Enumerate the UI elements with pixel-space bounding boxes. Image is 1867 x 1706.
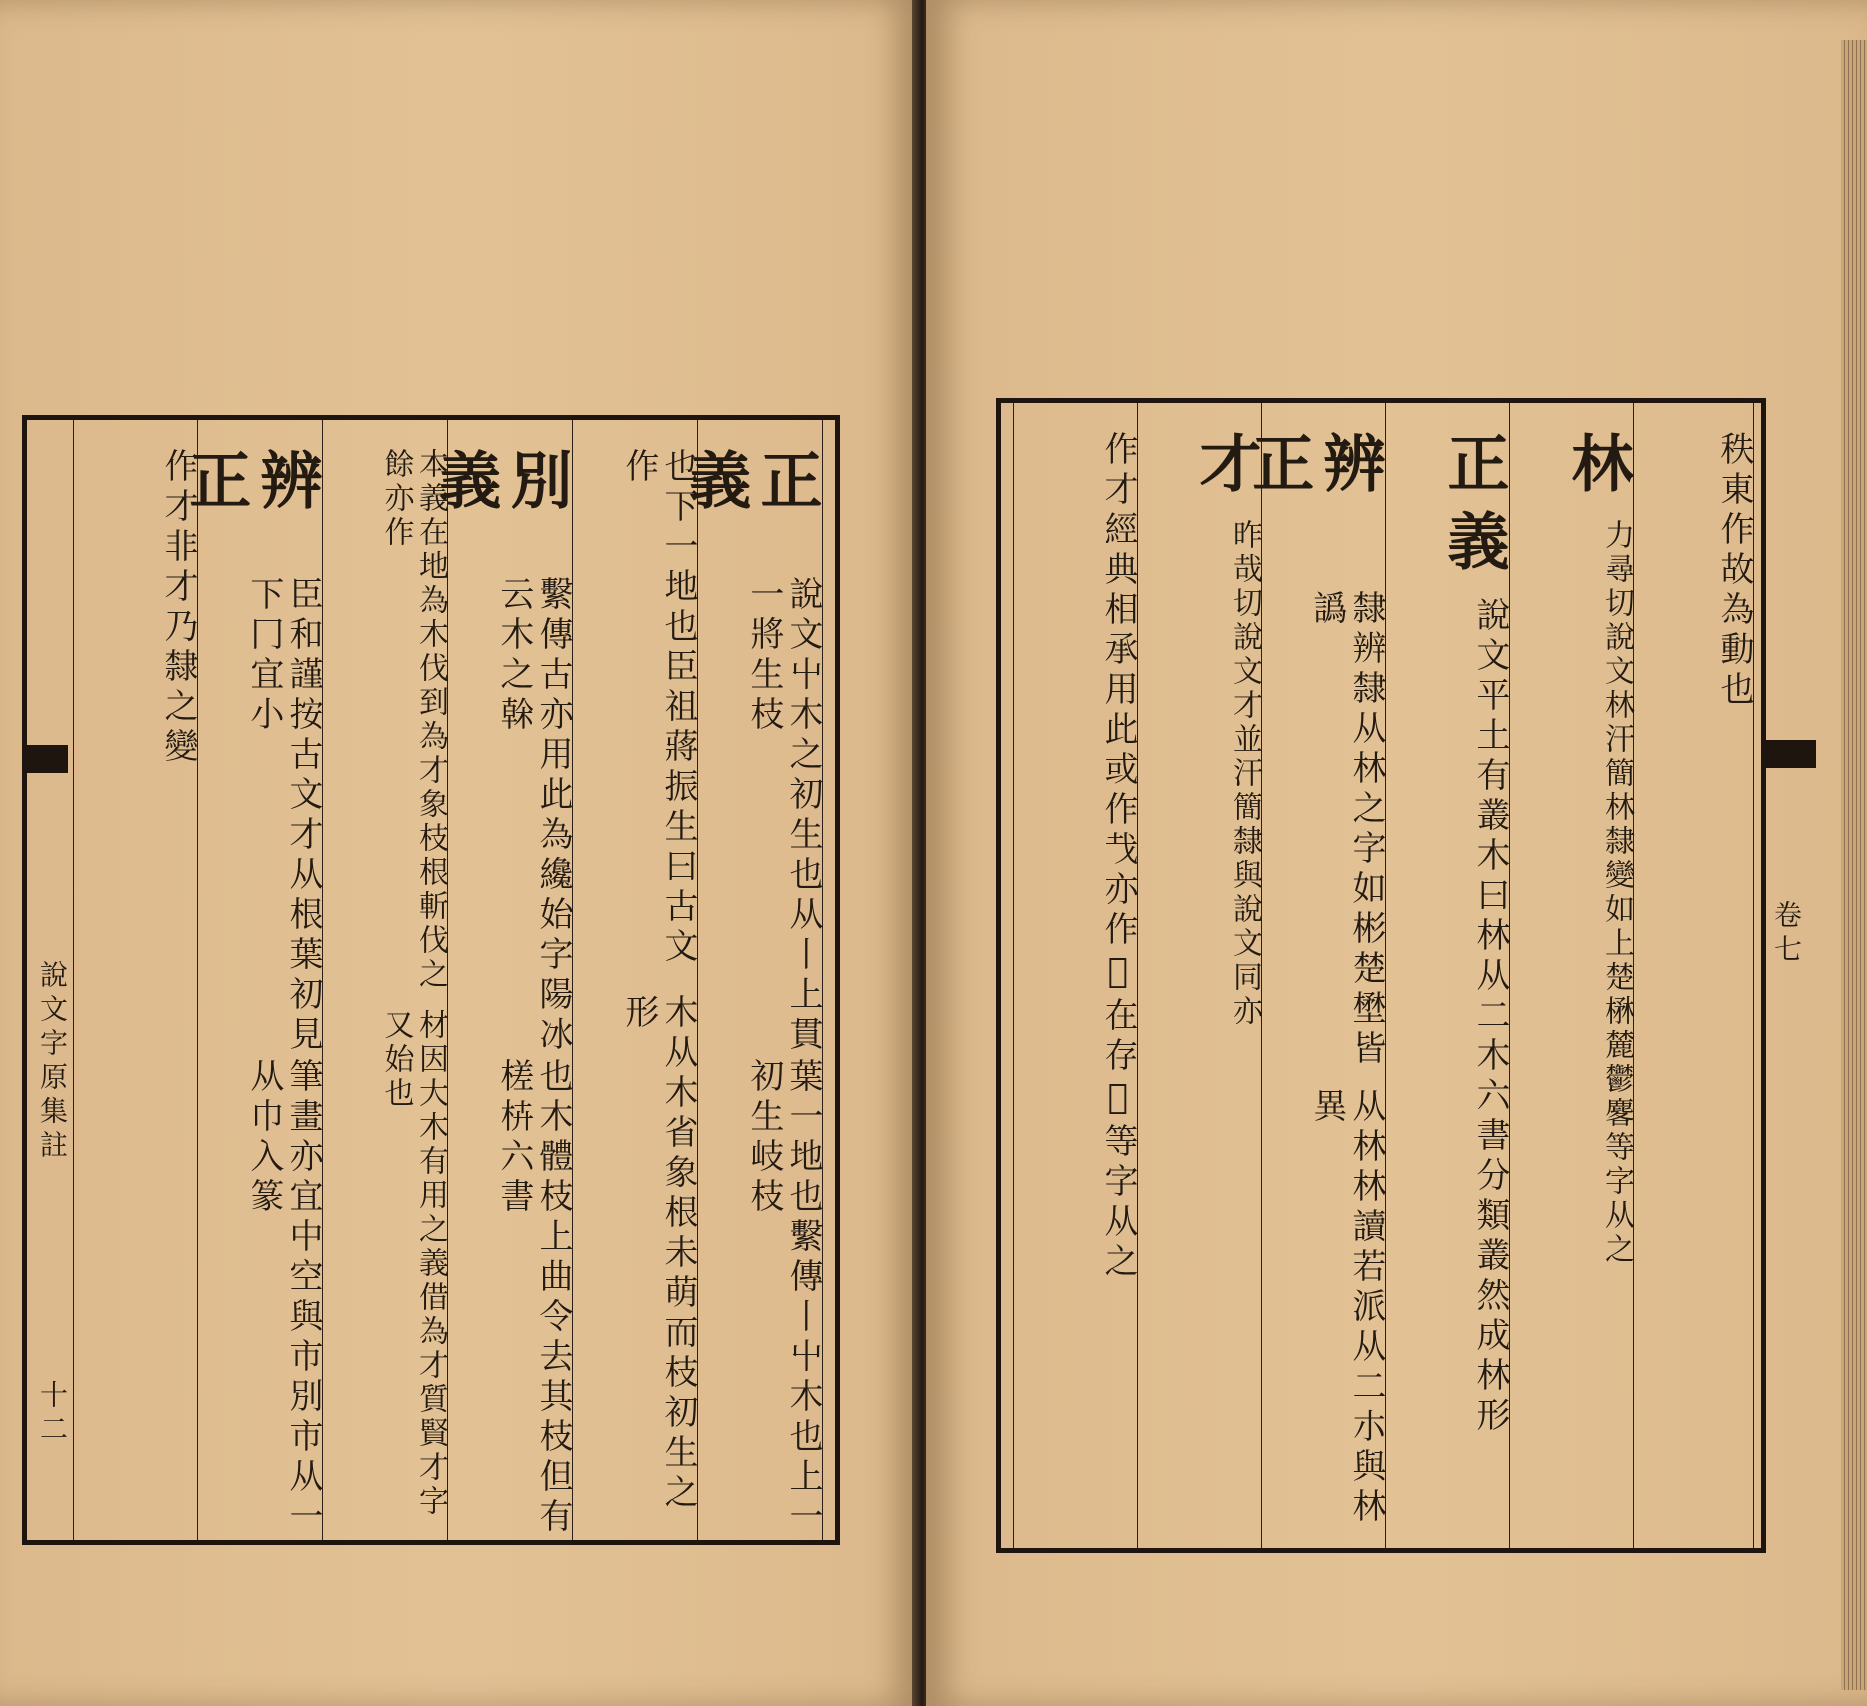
section-heading: 正義 <box>678 448 823 526</box>
column-line: 並汗簡 <box>1227 723 1262 825</box>
section-heading: 別義 <box>428 448 573 526</box>
fold-mark <box>1766 740 1816 768</box>
column-line: 說文才 <box>1227 621 1262 723</box>
column-line: 从林林讀若派从二朩與林異 <box>1306 1088 1386 1529</box>
text-column <box>1145 403 1261 1548</box>
column-line: 力尋切 <box>1599 519 1634 621</box>
page-number: 十二 <box>36 1380 69 1448</box>
column-line: 亦作𠂦在存𢦔等字从之 <box>1098 871 1138 1283</box>
column-line: 木六書分類叢然成林形 <box>1470 1037 1510 1437</box>
text-frame <box>22 415 840 1545</box>
column-line: 說文屮木之初生也从丨上貫一將生枝 <box>743 575 823 1056</box>
entry-character: 林 <box>1561 431 1634 509</box>
text-column <box>330 420 447 1540</box>
volume-label: 卷七 <box>1770 900 1803 968</box>
left-page <box>0 0 918 1706</box>
text-column <box>580 420 697 1540</box>
column-line: 乃隸之變 <box>158 608 198 768</box>
right-page <box>926 0 1867 1706</box>
column-line: 隸變如上楚楙 <box>1599 825 1634 1029</box>
section-heading: 辨正 <box>178 448 323 526</box>
column-line: 本義在地為木伐到為才象枝根斬伐之餘亦作 <box>378 448 448 992</box>
entry-character: 才 <box>1189 431 1262 509</box>
column-line: 臣和謹按古文才从根葉初見下冂宜小 <box>243 575 323 1056</box>
column-line: 葉一地也繫傳丨屮木也上一初生岐枝 <box>743 1057 823 1538</box>
section-heading: 辨正 <box>1241 431 1386 509</box>
column-line: 汗簡林 <box>1599 723 1634 825</box>
column-line: 木从木省象根未萌而枝初生之形 <box>618 994 698 1514</box>
text-column <box>1641 403 1753 1548</box>
text-column <box>81 420 197 1540</box>
text-column <box>1393 403 1509 1548</box>
text-column <box>428 420 573 1540</box>
column-line: 也木體枝上曲令去其枝但有槎枿六書 <box>493 1057 573 1538</box>
column-line: 作才非才 <box>158 448 198 608</box>
column-line: 為動也 <box>1714 591 1754 711</box>
column-line: 昨哉切 <box>1227 519 1262 621</box>
column-line: 繫傳古亦用此為纔始字陽冰云木之榦 <box>493 575 573 1056</box>
column-line: 隸辨隸从林之字如彬楚壄皆譌 <box>1306 590 1386 1071</box>
column-line: 隸與說文同亦 <box>1227 825 1262 1029</box>
column-rule <box>1013 403 1014 1548</box>
column-line: 筆畫亦宜中空與市別市从一从巾入篆 <box>243 1057 323 1538</box>
text-column <box>678 420 823 1540</box>
column-line: 作才經典相承用此或作𢦏 <box>1098 431 1138 871</box>
text-frame <box>996 398 1766 1553</box>
column-rule <box>73 420 74 1540</box>
column-line: 也下一地也臣祖蔣振生曰古文作 <box>618 448 698 968</box>
text-column <box>1021 403 1137 1548</box>
column-line: 秩東作故 <box>1714 431 1754 591</box>
page-edges <box>1841 40 1867 1690</box>
section-heading: 正義 <box>1437 431 1510 587</box>
text-column <box>1517 403 1633 1548</box>
column-line: 材因大木有用之義借為才質賢才字又始也 <box>378 1008 448 1519</box>
column-line: 說文林 <box>1599 621 1634 723</box>
column-line: 麓鬱𪊲等字从之 <box>1599 1029 1634 1267</box>
margin-book-title: 說文字原集註 <box>36 960 69 1164</box>
column-line: 說文平土有叢木曰林从二 <box>1470 597 1510 1037</box>
